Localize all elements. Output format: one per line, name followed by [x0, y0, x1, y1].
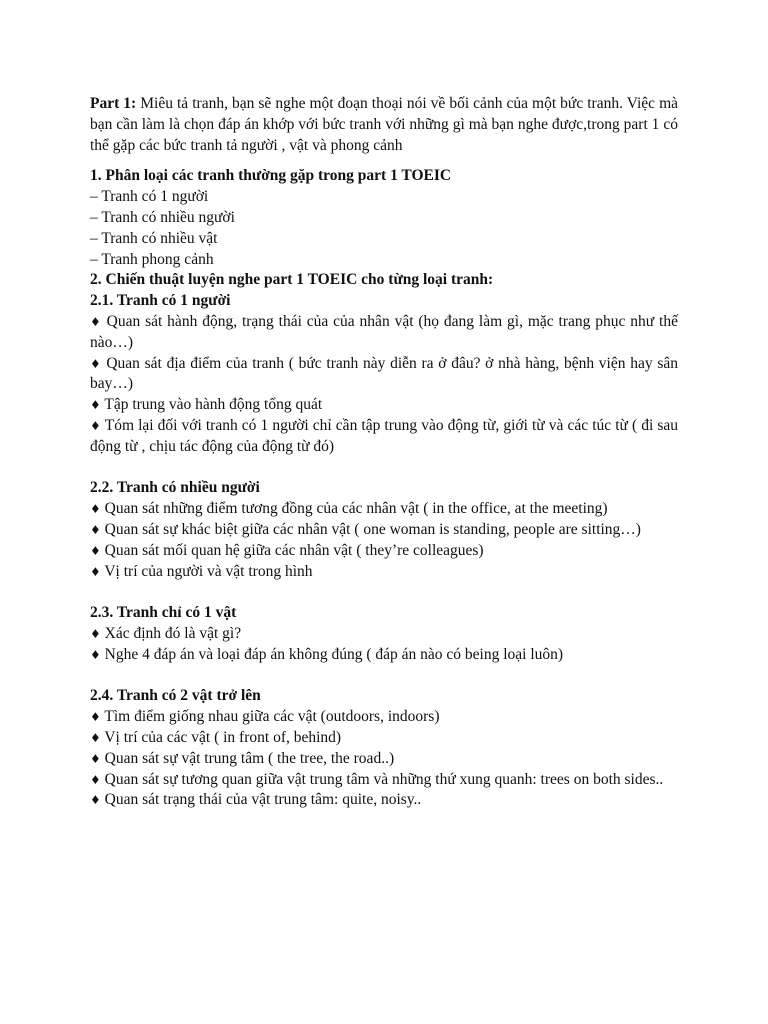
spacer: [90, 666, 678, 687]
bullet-text: Quan sát những điểm tương đồng của các nhân vật ( in the office, at the meeting): [100, 500, 608, 518]
diamond-bullet-icon: ♦: [90, 626, 101, 641]
bullet-text: Tập trung vào hành động tổng quát: [100, 396, 323, 414]
section2-heading: 2. Chiến thuật luyện nghe part 1 TOEIC cho từng loại tranh:: [90, 271, 494, 289]
bullet-text: Quan sát trạng thái của vật trung tâm: quite, noisy..: [100, 791, 422, 809]
list-item: – Tranh có nhiều vật: [90, 229, 218, 247]
document-page: [90, 94, 678, 811]
sub4-heading: 2.4. Tranh có 2 vật trở lên: [90, 687, 261, 705]
bullet-text: Tìm điểm giống nhau giữa các vật (outdoors, indoors): [100, 708, 440, 726]
bullet-text: Vị trí của các vật ( in front of, behind): [100, 728, 342, 746]
bullet-text: Quan sát mối quan hệ giữa các nhân vật ( they’re colleagues): [100, 541, 484, 559]
bullet-item: [90, 499, 678, 520]
bullet-item: [90, 541, 678, 562]
diamond-bullet-icon: ♦: [90, 314, 102, 329]
bullet-item: [90, 790, 678, 811]
diamond-bullet-icon: ♦: [90, 543, 101, 558]
diamond-bullet-icon: ♦: [90, 502, 101, 517]
bullet-text: Quan sát sự tương quan giữa vật trung tâm và những thứ xung quanh: trees on both sides..: [100, 770, 664, 788]
bullet-item: [90, 770, 678, 791]
bullet-text: Nghe 4 đáp án và loại đáp án không đúng ( đáp án nào có being loại luôn): [100, 645, 564, 663]
spacer: [90, 582, 678, 603]
sub1-heading: 2.1. Tranh có 1 người: [90, 292, 231, 310]
bullet-item: [90, 624, 678, 645]
diamond-bullet-icon: ♦: [90, 730, 101, 745]
diamond-bullet-icon: ♦: [90, 772, 101, 787]
bullet-text: Quan sát địa điểm của tranh ( bức tranh này diễn ra ở đâu? ở nhà hàng, bệnh viện hay sân bay…): [90, 354, 678, 393]
bullet-text: Quan sát sự khác biệt giữa các nhân vật ( one woman is standing, people are sitting…): [100, 520, 641, 538]
section1-heading: 1. Phân loại các tranh thường gặp trong part 1 TOEIC: [90, 167, 452, 185]
diamond-bullet-icon: ♦: [90, 398, 101, 413]
diamond-bullet-icon: ♦: [90, 751, 101, 766]
diamond-bullet-icon: ♦: [90, 793, 101, 808]
sub2-heading: 2.2. Tranh có nhiều người: [90, 479, 260, 497]
bullet-item: [90, 416, 678, 458]
bullet-item: [90, 645, 678, 666]
diamond-bullet-icon: ♦: [90, 522, 101, 537]
bullet-item: [90, 749, 678, 770]
diamond-bullet-icon: ♦: [90, 564, 101, 579]
diamond-bullet-icon: ♦: [90, 418, 101, 433]
list-item: – Tranh có 1 người: [90, 188, 209, 206]
intro-paragraph: [90, 94, 678, 156]
bullet-item: [90, 354, 678, 396]
diamond-bullet-icon: ♦: [90, 356, 102, 371]
bullet-item: [90, 395, 678, 416]
bullet-item: [90, 728, 678, 749]
bullet-text: Xác định đó là vật gì?: [100, 624, 242, 642]
bullet-item: [90, 312, 678, 354]
sub3-heading: 2.3. Tranh chỉ có 1 vật: [90, 604, 237, 622]
list-item: – Tranh có nhiều người: [90, 208, 235, 226]
bullet-item: [90, 562, 678, 583]
bullet-text: Quan sát hành động, trạng thái của của nhân vật (họ đang làm gì, mặc trang phục như thế nào…): [90, 312, 678, 351]
list-item: – Tranh phong cảnh: [90, 250, 214, 268]
bullet-item: [90, 520, 678, 541]
diamond-bullet-icon: ♦: [90, 647, 101, 662]
spacer: [90, 458, 678, 479]
diamond-bullet-icon: ♦: [90, 710, 101, 725]
bullet-text: Quan sát sự vật trung tâm ( the tree, the road..): [100, 749, 395, 767]
intro-label: Part 1:: [90, 95, 137, 112]
intro-text: Miêu tả tranh, bạn sẽ nghe một đoạn thoại nói về bối cảnh của một bức tranh. Việc mà bạn cần làm là chọn đáp án khớp với bức tranh với những gì mà bạn nghe được,trong part 1 có thể gặp các bức tranh tả người , vật và phong cảnh: [90, 95, 679, 154]
bullet-text: Tóm lại đối với tranh có 1 người chỉ cần tập trung vào động từ, giới từ và các túc từ ( đi sau động từ , chịu tác động của động từ đó): [90, 416, 679, 455]
bullet-text: Vị trí của người và vật trong hình: [100, 562, 313, 580]
bullet-item: [90, 707, 678, 728]
